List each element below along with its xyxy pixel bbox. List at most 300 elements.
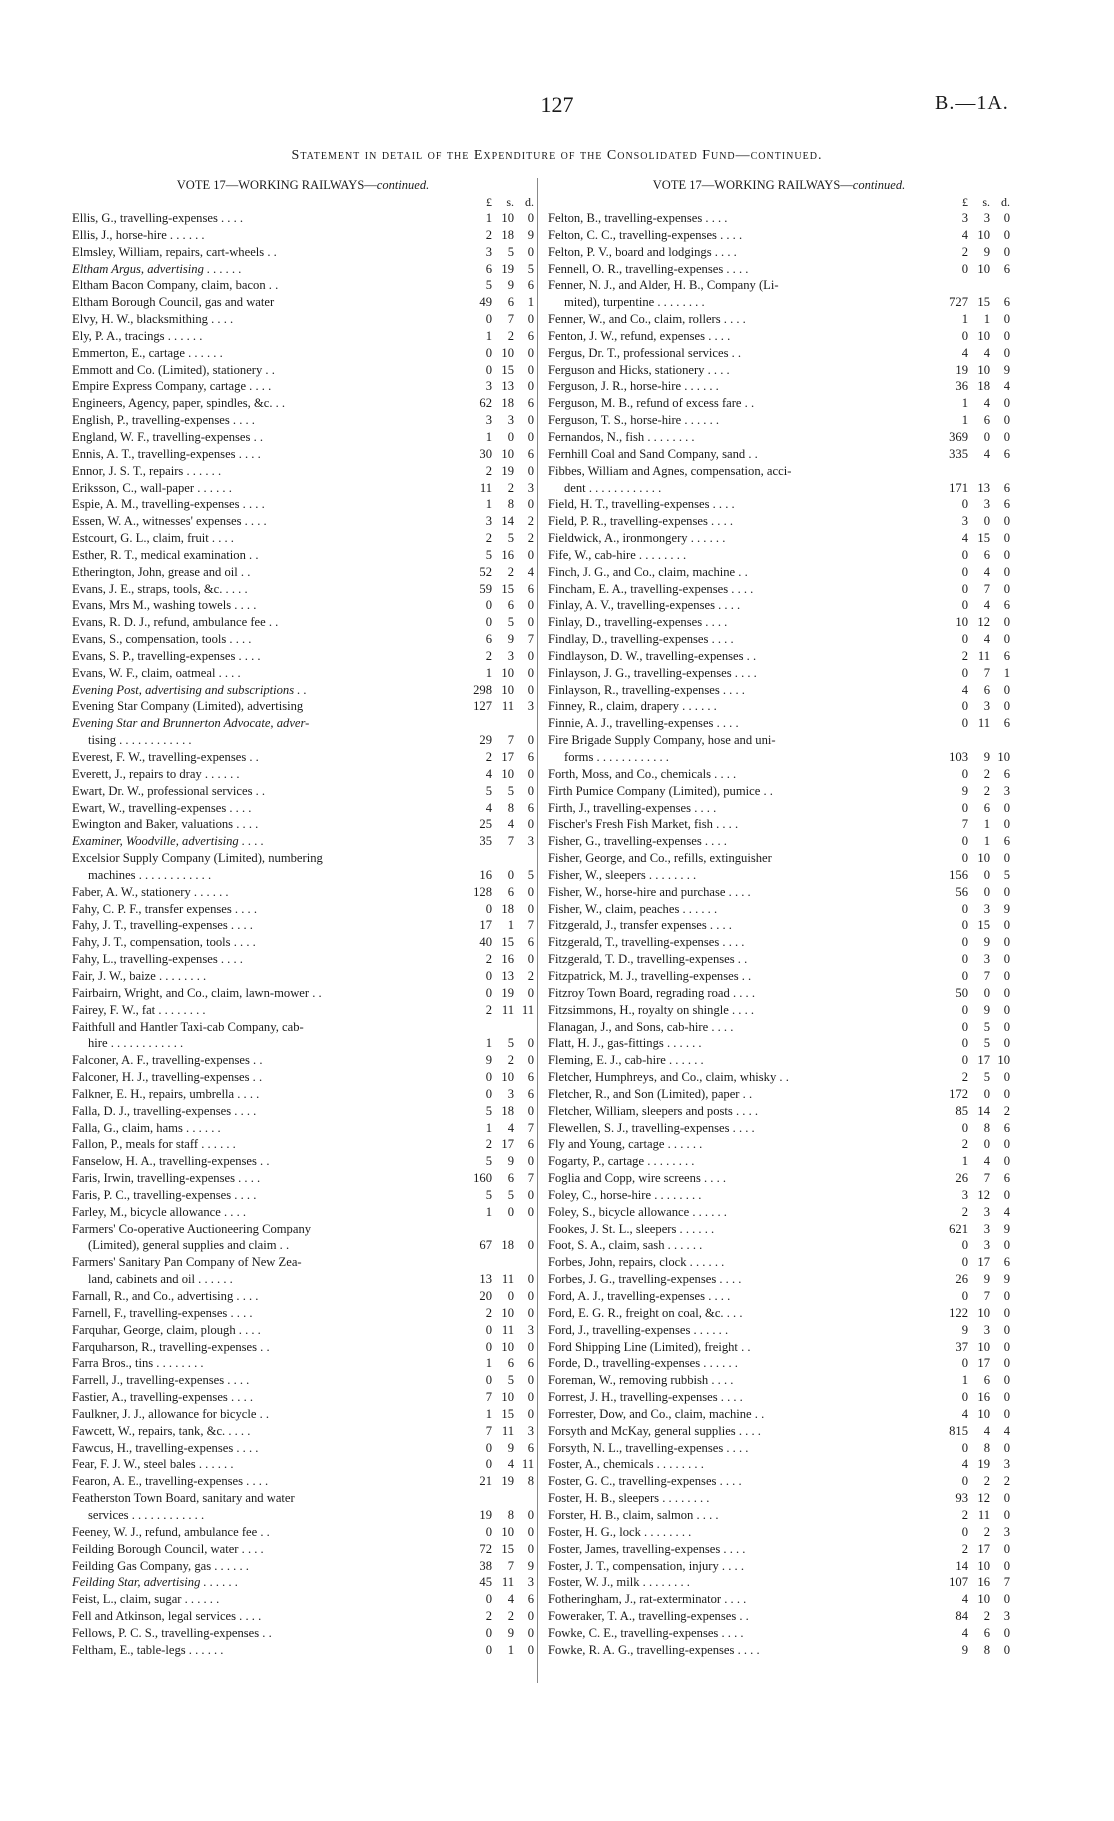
shillings-value: 3 — [983, 1221, 990, 1236]
pounds-value: 7 — [485, 1423, 492, 1438]
shillings-value: 19 — [977, 1457, 990, 1472]
entry-description: Fieldwick, A., ironmongery . . . . . . — [548, 531, 726, 546]
pence-value: 6 — [527, 446, 534, 461]
pence-value: 6 — [1003, 1171, 1010, 1186]
ledger-row — [548, 277, 1010, 294]
entry-description: Empire Express Company, cartage . . . . — [72, 379, 272, 394]
pence-value: 11 — [521, 1002, 534, 1017]
ledger-row — [72, 328, 534, 345]
entry-description: Falconer, A. F., travelling-expenses . . — [72, 1053, 263, 1068]
entry-description: Estcourt, G. L., claim, fruit . . . . — [72, 531, 234, 546]
entry-description: Ewart, Dr. W., professional services . . — [72, 783, 266, 798]
ledger-row — [548, 1035, 1010, 1052]
ledger-row — [548, 530, 1010, 547]
pounds-value: 2 — [961, 244, 968, 259]
shillings-value: 10 — [977, 1592, 990, 1607]
ledger-row — [72, 884, 534, 901]
pounds-value: 2 — [485, 1305, 492, 1320]
ledger-row — [548, 698, 1010, 715]
ledger-row — [72, 1339, 534, 1356]
pence-value: 0 — [527, 497, 534, 512]
shillings-value: 6 — [507, 295, 514, 310]
pounds-value: 0 — [485, 1457, 492, 1472]
entry-description: Forrester, Dow, and Co., claim, machine . . — [548, 1406, 765, 1421]
ledger-row — [72, 1473, 534, 1490]
currency-header-right — [548, 194, 1010, 210]
ledger-row — [72, 1052, 534, 1069]
entry-description: Fotheringham, J., rat-exterminator . . . . — [548, 1592, 747, 1607]
pence-value: 0 — [1003, 1356, 1010, 1371]
pounds-value: 1 — [961, 312, 968, 327]
pounds-value: 0 — [485, 1339, 492, 1354]
ledger-row — [548, 800, 1010, 817]
shillings-value: 5 — [507, 1036, 514, 1051]
ledger-row — [548, 1086, 1010, 1103]
pence-value: 6 — [1003, 295, 1010, 310]
pence-value: 0 — [1003, 1002, 1010, 1017]
entry-description: Ford, E. G. R., freight on coal, &c. . . . — [548, 1305, 743, 1320]
shillings-value: 8 — [507, 1507, 514, 1522]
shillings-value: 0 — [983, 884, 990, 899]
pounds-value: 59 — [479, 581, 492, 596]
entries-right — [548, 210, 1010, 1659]
entry-description: Fawcus, H., travelling-expenses . . . . — [72, 1440, 259, 1455]
pence-value: 0 — [1003, 244, 1010, 259]
pence-value: 0 — [527, 1305, 534, 1320]
entry-description: Engineers, Agency, paper, spindles, &c. . . — [72, 396, 286, 411]
shillings-value: 10 — [977, 227, 990, 242]
pounds-value: 0 — [961, 261, 968, 276]
ledger-row — [548, 1473, 1010, 1490]
pence-value: 0 — [1003, 227, 1010, 242]
shillings-value: 18 — [501, 1103, 514, 1118]
ledger-row — [548, 867, 1010, 884]
shillings-value: 4 — [983, 345, 990, 360]
entry-description: Finnie, A. J., travelling-expenses . . . . — [548, 716, 739, 731]
entry-description: Fisher, W., sleepers . . . . . . . . — [548, 867, 697, 882]
shillings-value: 15 — [501, 935, 514, 950]
pounds-value: 1 — [485, 665, 492, 680]
entry-description: Falla, G., claim, hams . . . . . . — [72, 1120, 221, 1135]
entry-description: Fletcher, William, sleepers and posts . . . . — [548, 1103, 759, 1118]
pence-value: 0 — [1003, 396, 1010, 411]
pounds-value: 2 — [485, 1137, 492, 1152]
shillings-value: 16 — [501, 952, 514, 967]
shillings-value: 11 — [977, 648, 990, 663]
entry-description: Farmers' Sanitary Pan Company of New Zea- — [72, 1255, 302, 1270]
page-reference: B.—1A. — [935, 92, 1009, 114]
shillings-value: 5 — [507, 783, 514, 798]
pence-value: 0 — [1003, 884, 1010, 899]
entry-description: Felton, B., travelling-expenses . . . . — [548, 211, 728, 225]
ledger-row — [548, 227, 1010, 244]
pounds-value: 727 — [949, 295, 968, 310]
ledger-row — [548, 1625, 1010, 1642]
ledger-row — [72, 901, 534, 918]
entry-description: Faris, P. C., travelling-expenses . . . . — [72, 1187, 257, 1202]
shillings-value: 4 — [507, 1457, 514, 1472]
ledger-row — [548, 715, 1010, 732]
pence-value: 3 — [527, 834, 534, 849]
pounds-value: 2 — [485, 648, 492, 663]
pounds-value: 45 — [479, 1575, 492, 1590]
entry-description: Fowke, C. E., travelling-expenses . . . . — [548, 1625, 744, 1640]
ledger-row — [548, 833, 1010, 850]
shillings-value: 6 — [507, 884, 514, 899]
ledger-row — [548, 1305, 1010, 1322]
pence-value: 6 — [527, 800, 534, 815]
ledger-row — [72, 1423, 534, 1440]
ledger-row — [548, 665, 1010, 682]
pence-value: 0 — [1003, 1289, 1010, 1303]
ledger-row — [548, 1153, 1010, 1170]
entry-description: Farquhar, George, claim, plough . . . . — [72, 1322, 261, 1337]
entry-description: tising . . . . . . . . . . . . — [88, 733, 192, 748]
shillings-value: 8 — [983, 1642, 990, 1657]
pounds-value: 156 — [949, 867, 968, 882]
pounds-value: 1 — [485, 1204, 492, 1219]
pounds-value: 0 — [961, 716, 968, 731]
shillings-header: s. — [506, 195, 514, 209]
ledger-row — [72, 412, 534, 429]
pounds-value: 0 — [485, 1322, 492, 1337]
entry-description: Evening Star Company (Limited), advertising — [72, 699, 304, 714]
pence-value: 0 — [1003, 615, 1010, 630]
ledger-row — [548, 1221, 1010, 1238]
entry-description: Essen, W. A., witnesses' expenses . . . . — [72, 514, 267, 529]
entry-description: Fisher, W., claim, peaches . . . . . . — [548, 901, 718, 916]
entry-description: Finlay, D., travelling-expenses . . . . — [548, 615, 728, 630]
shillings-value: 0 — [983, 1086, 990, 1101]
shillings-value: 4 — [983, 598, 990, 613]
pence-value: 5 — [527, 261, 534, 276]
shillings-value: 10 — [501, 1524, 514, 1539]
ledger-row — [548, 901, 1010, 918]
pounds-value — [928, 732, 968, 749]
entry-description: English, P., travelling-expenses . . . . — [72, 413, 255, 428]
entry-description: Falconer, H. J., travelling-expenses . . — [72, 1070, 263, 1085]
entry-description: Fair, J. W., baize . . . . . . . . — [72, 968, 207, 983]
shillings-value: 10 — [501, 1070, 514, 1085]
pence-value: 6 — [527, 396, 534, 411]
pounds-value: 5 — [485, 1103, 492, 1118]
ledger-row — [548, 917, 1010, 934]
ledger-row — [72, 345, 534, 362]
entry-description: Flanagan, J., and Sons, cab-hire . . . . — [548, 1019, 734, 1034]
pence-value: 0 — [527, 1339, 534, 1354]
shillings-value: 2 — [983, 1474, 990, 1489]
pounds-value: 1 — [485, 211, 492, 225]
pounds-value: 1 — [485, 1120, 492, 1135]
shillings-header: s. — [982, 195, 990, 209]
pounds-value: 1 — [485, 429, 492, 444]
pounds-value: 10 — [955, 615, 968, 630]
pounds-value: 0 — [961, 968, 968, 983]
pounds-value: 9 — [485, 1053, 492, 1068]
pence-value: 6 — [1003, 1255, 1010, 1270]
pence-value: 0 — [1003, 1558, 1010, 1573]
shillings-value: 7 — [983, 1171, 990, 1186]
shillings-value: 4 — [983, 446, 990, 461]
shillings-value: 18 — [501, 396, 514, 411]
ledger-row — [548, 783, 1010, 800]
pence-value: 0 — [1003, 547, 1010, 562]
pounds-value: 0 — [485, 1592, 492, 1607]
ledger-row — [548, 463, 1010, 480]
left-column — [72, 176, 534, 1659]
ledger-row — [548, 1524, 1010, 1541]
shillings-value: 9 — [983, 1272, 990, 1287]
pounds-value: 0 — [961, 564, 968, 579]
pounds-value — [452, 1490, 492, 1507]
ledger-row — [72, 614, 534, 631]
pence-value: 7 — [1003, 1575, 1010, 1590]
entry-description: Forde, D., travelling-expenses . . . . . . — [548, 1356, 738, 1371]
entry-description: Evans, Mrs M., washing towels . . . . — [72, 598, 257, 613]
pence-value: 0 — [527, 1204, 534, 1219]
pounds-header: £ — [962, 195, 968, 209]
ledger-row — [548, 294, 1010, 311]
entry-description: Fenner, W., and Co., claim, rollers . . . . — [548, 312, 746, 327]
statement-heading: Statement in detail of the Expenditure of the Consolidated Fund—continued. — [291, 148, 823, 163]
pounds-value: 0 — [961, 1238, 968, 1253]
entry-description: Foley, S., bicycle allowance . . . . . . — [548, 1204, 727, 1219]
pence-value: 0 — [1003, 1491, 1010, 1506]
shillings-value: 10 — [977, 851, 990, 866]
pounds-value: 298 — [473, 682, 492, 697]
pence-value: 0 — [1003, 952, 1010, 967]
shillings-value: 10 — [501, 345, 514, 360]
ledger-row — [548, 395, 1010, 412]
shillings-value: 0 — [983, 985, 990, 1000]
entry-description: Ennis, A. T., travelling-expenses . . . . — [72, 446, 261, 461]
pounds-value: 2 — [485, 952, 492, 967]
entry-description: Eltham Argus, advertising . . . . . . — [72, 261, 242, 276]
pence-value: 0 — [1003, 1070, 1010, 1085]
entry-description: Fitzsimmons, H., royalty on shingle . . . . — [548, 1002, 755, 1017]
entry-description: Ford, A. J., travelling-expenses . . . . — [548, 1289, 731, 1303]
shillings-value: 15 — [977, 918, 990, 933]
ledger-row — [548, 749, 1010, 766]
entry-description: Fellows, P. C. S., travelling-expenses . . — [72, 1625, 272, 1640]
entry-description: Everest, F. W., travelling-expenses . . — [72, 750, 259, 764]
shillings-value: 3 — [983, 699, 990, 714]
entry-description: Feilding Gas Company, gas . . . . . . — [72, 1558, 249, 1573]
shillings-value: 0 — [507, 429, 514, 444]
pounds-value: 6 — [485, 261, 492, 276]
pence-value: 10 — [997, 750, 1010, 764]
pounds-value: 0 — [961, 328, 968, 343]
entry-description: Falkner, E. H., repairs, umbrella . . . . — [72, 1086, 260, 1101]
entry-description: Foweraker, T. A., travelling-expenses . . — [548, 1609, 749, 1624]
entry-description: Foglia and Copp, wire screens . . . . — [548, 1171, 727, 1186]
pounds-value: 1 — [485, 1356, 492, 1371]
pence-value: 0 — [527, 1373, 534, 1388]
pence-value: 0 — [527, 1541, 534, 1556]
ledger-row — [548, 1456, 1010, 1473]
pounds-value: 5 — [485, 1154, 492, 1169]
pence-value: 8 — [527, 1474, 534, 1489]
pence-value: 0 — [527, 1036, 534, 1051]
entry-description: Foster, James, travelling-expenses . . . . — [548, 1541, 746, 1556]
pounds-value: 2 — [485, 531, 492, 546]
pounds-value: 29 — [479, 733, 492, 748]
ledger-row — [72, 530, 534, 547]
pence-value: 6 — [527, 278, 534, 293]
ledger-row — [72, 749, 534, 766]
entry-description: Fennell, O. R., travelling-expenses . . . . — [548, 261, 749, 276]
entry-description: Ferguson, M. B., refund of excess fare . . — [548, 396, 755, 411]
pounds-value: 4 — [961, 345, 968, 360]
pence-value: 0 — [1003, 1625, 1010, 1640]
pence-value: 1 — [527, 295, 534, 310]
pounds-value: 1 — [485, 1406, 492, 1421]
entry-description: Finlayson, R., travelling-expenses . . . . — [548, 682, 745, 697]
entry-description: Farrell, J., travelling-expenses . . . . — [72, 1373, 250, 1388]
ledger-row — [72, 1136, 534, 1153]
shillings-value: 19 — [501, 985, 514, 1000]
entry-description: Forbes, J. G., travelling-expenses . . . . — [548, 1272, 742, 1287]
pence-value: 6 — [527, 1440, 534, 1455]
shillings-value: 0 — [983, 1137, 990, 1152]
entry-description: Ferguson, T. S., horse-hire . . . . . . — [548, 413, 720, 428]
pounds-value — [928, 277, 968, 294]
entry-description: England, W. F., travelling-expenses . . — [72, 429, 264, 444]
ledger-row — [72, 1440, 534, 1457]
entry-description: Etherington, John, grease and oil . . — [72, 564, 251, 579]
pence-value: 0 — [527, 615, 534, 630]
entry-description: Eltham Borough Council, gas and water — [72, 295, 275, 310]
pounds-value: 4 — [961, 1406, 968, 1421]
entry-description: Fawcett, W., repairs, tank, &c. . . . . — [72, 1423, 251, 1438]
ledger-row — [548, 951, 1010, 968]
entry-description: Emmott and Co. (Limited), stationery . . — [72, 362, 275, 377]
ledger-row — [72, 1103, 534, 1120]
pence-value: 0 — [527, 312, 534, 327]
pence-value: 0 — [527, 1154, 534, 1169]
pence-value: 7 — [527, 632, 534, 647]
pounds-value: 7 — [961, 817, 968, 832]
shillings-value: 6 — [507, 1356, 514, 1371]
entry-description: Fernhill Coal and Sand Company, sand . . — [548, 446, 758, 461]
pence-value — [514, 1490, 534, 1507]
pounds-value: 5 — [485, 1187, 492, 1202]
entry-description: Fastier, A., travelling-expenses . . . . — [72, 1390, 254, 1405]
pounds-value: 85 — [955, 1103, 968, 1118]
entry-description: Fairey, F. W., fat . . . . . . . . — [72, 1002, 206, 1017]
entry-description: Fookes, J. St. L., sleepers . . . . . . — [548, 1221, 715, 1236]
pounds-value: 4 — [961, 1625, 968, 1640]
pounds-value: 5 — [485, 783, 492, 798]
pounds-value: 3 — [485, 244, 492, 259]
ledger-row — [72, 1541, 534, 1558]
pence-value: 0 — [527, 901, 534, 916]
ledger-row — [72, 395, 534, 412]
shillings-value: 17 — [977, 1255, 990, 1270]
entry-description: Feltham, E., table-legs . . . . . . — [72, 1642, 224, 1657]
ledger-row — [548, 1322, 1010, 1339]
entry-description: Finch, J. G., and Co., claim, machine . . — [548, 564, 748, 579]
entry-description: Everett, J., repairs to dray . . . . . . — [72, 766, 240, 781]
ledger-row — [548, 244, 1010, 261]
entry-description: Excelsior Supply Company (Limited), numbering — [72, 851, 323, 866]
entry-description: Foley, C., horse-hire . . . . . . . . — [548, 1187, 702, 1202]
shillings-value: 5 — [507, 244, 514, 259]
pounds-value: 171 — [949, 480, 968, 495]
pounds-value: 2 — [961, 1541, 968, 1556]
pounds-value: 0 — [485, 1625, 492, 1640]
pence-value: 3 — [1003, 1524, 1010, 1539]
shillings-value: 0 — [507, 867, 514, 882]
shillings-value — [492, 850, 514, 867]
entry-description: Eriksson, C., wall-paper . . . . . . — [72, 480, 232, 495]
pounds-value: 2 — [961, 1070, 968, 1085]
pounds-value: 0 — [961, 1474, 968, 1489]
shillings-value: 10 — [501, 1305, 514, 1320]
pence-value: 0 — [1003, 1187, 1010, 1202]
shillings-value: 4 — [507, 1120, 514, 1135]
pence-value: 0 — [527, 429, 534, 444]
ledger-row — [72, 917, 534, 934]
pence-value: 6 — [527, 328, 534, 343]
shillings-value: 10 — [501, 1390, 514, 1405]
pounds-value: 107 — [949, 1575, 968, 1590]
entry-description: Finlay, A. V., travelling-expenses . . . . — [548, 598, 741, 613]
ledger-row — [548, 1608, 1010, 1625]
shillings-value: 11 — [501, 1423, 514, 1438]
entry-description: Fowke, R. A. G., travelling-expenses . . . . — [548, 1642, 760, 1657]
entry-description: Ellis, J., horse-hire . . . . . . — [72, 227, 205, 242]
pence-value: 0 — [1003, 581, 1010, 596]
shillings-value: 2 — [983, 783, 990, 798]
pence-value: 2 — [527, 514, 534, 529]
entry-description: Evans, W. F., claim, oatmeal . . . . — [72, 665, 241, 680]
pounds-value: 21 — [479, 1474, 492, 1489]
pence-value: 6 — [527, 1356, 534, 1371]
ledger-row — [548, 1558, 1010, 1575]
pence-value: 0 — [1003, 1137, 1010, 1152]
entry-description: Fenner, N. J., and Alder, H. B., Company (Li- — [548, 278, 779, 293]
pence-value: 0 — [1003, 211, 1010, 225]
shillings-value: 7 — [983, 665, 990, 680]
entry-description: Elmsley, William, repairs, cart-wheels . . — [72, 244, 277, 259]
pence-value: 0 — [527, 362, 534, 377]
pence-value: 4 — [1003, 1423, 1010, 1438]
shillings-value: 10 — [501, 446, 514, 461]
entry-description: Forsyth and McKay, general supplies . . . . — [548, 1423, 761, 1438]
ledger-row — [548, 1187, 1010, 1204]
shillings-value: 2 — [507, 328, 514, 343]
entry-description: Fitzgerald, T., travelling-expenses . . . . — [548, 935, 745, 950]
pounds-value: 2 — [961, 1137, 968, 1152]
ledger-row — [72, 227, 534, 244]
pounds-value: 4 — [961, 1592, 968, 1607]
shillings-value: 9 — [983, 244, 990, 259]
ledger-row — [72, 496, 534, 513]
shillings-value: 3 — [983, 497, 990, 512]
pounds-value: 7 — [485, 1390, 492, 1405]
ledger-row — [548, 1237, 1010, 1254]
entry-description: Findlay, D., travelling-expenses . . . . — [548, 632, 734, 647]
ledger-row — [72, 1002, 534, 1019]
shillings-value: 15 — [501, 581, 514, 596]
pounds-value: 0 — [961, 901, 968, 916]
shillings-value: 10 — [977, 328, 990, 343]
entry-description: Fahy, C. P. F., transfer expenses . . . . — [72, 901, 257, 916]
pence-value: 9 — [1003, 362, 1010, 377]
ledger-row — [548, 446, 1010, 463]
entry-description: Foster, J. T., compensation, injury . . . . — [548, 1558, 744, 1573]
